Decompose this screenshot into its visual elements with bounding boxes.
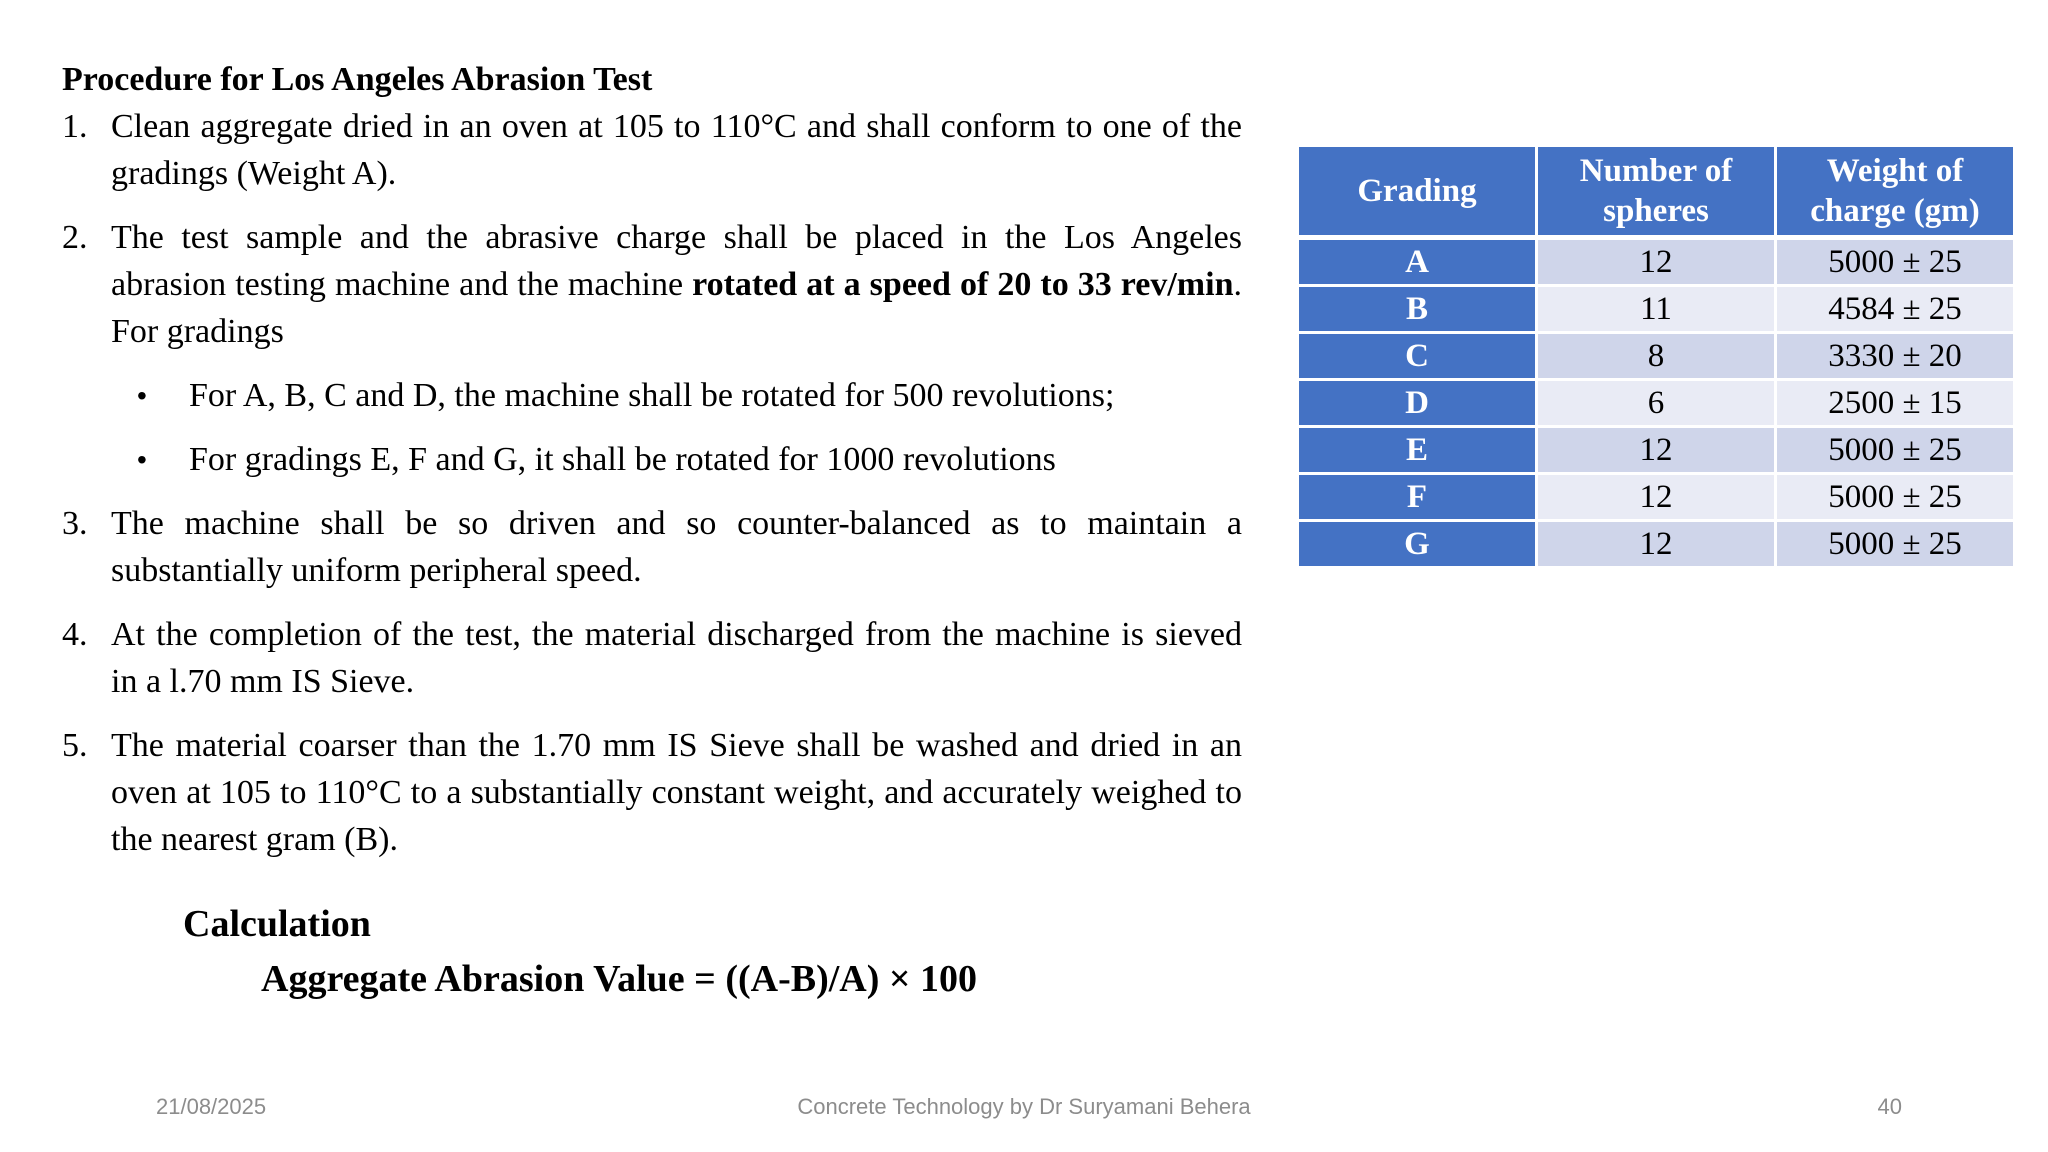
step-2-bullets <box>111 372 1242 483</box>
cell-spheres: 12 <box>1537 521 1776 568</box>
table-header-row <box>1298 146 2015 238</box>
step-number: 1. <box>62 108 88 145</box>
procedure-section <box>62 56 1242 880</box>
cell-weight: 5000 ± 25 <box>1776 474 2015 521</box>
cell-spheres: 6 <box>1537 380 1776 427</box>
cell-spheres: 12 <box>1537 474 1776 521</box>
cell-weight: 5000 ± 25 <box>1776 427 2015 474</box>
cell-grading: D <box>1298 380 1537 427</box>
header-number-of-spheres: Number of spheres <box>1537 146 1776 238</box>
cell-grading: E <box>1298 427 1537 474</box>
step-text-after: . For gradings <box>111 266 1242 350</box>
step-text-bold: rotated at a speed of 20 to 33 rev/min <box>692 266 1234 303</box>
step-text: Clean aggregate dried in an oven at 105 to 110°C and shall conform to one of the gradings (Weight A). <box>111 108 1242 192</box>
cell-spheres: 8 <box>1537 333 1776 380</box>
cell-weight: 5000 ± 25 <box>1776 521 2015 568</box>
calculation-heading: Calculation <box>183 903 371 945</box>
step-number: 5. <box>62 727 88 764</box>
cell-spheres: 12 <box>1537 238 1776 286</box>
step-4 <box>62 611 1242 705</box>
cell-spheres: 12 <box>1537 427 1776 474</box>
cell-weight: 3330 ± 20 <box>1776 333 2015 380</box>
calculation-formula: Aggregate Abrasion Value = ((A-B)/A) × 100 <box>261 958 978 1000</box>
table-row <box>1298 474 2015 521</box>
table-row <box>1298 238 2015 286</box>
grading-table <box>1296 144 2016 569</box>
step-2 <box>62 214 1242 483</box>
cell-grading: C <box>1298 333 1537 380</box>
header-grading: Grading <box>1298 146 1537 238</box>
table-row <box>1298 333 2015 380</box>
header-weight-of-charge: Weight of charge (gm) <box>1776 146 2015 238</box>
bullet-text: For gradings E, F and G, it shall be rotated for 1000 revolutions <box>189 441 1056 478</box>
cell-spheres: 11 <box>1537 286 1776 333</box>
bullet-icon: • <box>137 444 147 475</box>
table-row <box>1298 286 2015 333</box>
step-text: The material coarser than the 1.70 mm IS Sieve shall be washed and dried in an oven at 105 to 110°C to a substantially constant weight, and accurately weighed to the nearest gram (B). <box>111 727 1242 858</box>
table-row <box>1298 521 2015 568</box>
bullet-icon: • <box>137 380 147 411</box>
bullet-text: For A, B, C and D, the machine shall be rotated for 500 revolutions; <box>189 377 1115 414</box>
table-row <box>1298 380 2015 427</box>
step-1 <box>62 103 1242 197</box>
bullet-item <box>111 436 1242 483</box>
bullet-item <box>111 372 1242 419</box>
cell-weight: 5000 ± 25 <box>1776 238 2015 286</box>
step-text: The machine shall be so driven and so counter-balanced as to maintain a substantially uniform peripheral speed. <box>111 505 1242 589</box>
step-5 <box>62 722 1242 863</box>
cell-weight: 2500 ± 15 <box>1776 380 2015 427</box>
footer-page-number: 40 <box>1877 1094 1902 1119</box>
procedure-heading: Procedure for Los Angeles Abrasion Test <box>62 61 653 98</box>
cell-grading: B <box>1298 286 1537 333</box>
procedure-steps <box>62 103 1242 863</box>
cell-grading: F <box>1298 474 1537 521</box>
step-number: 2. <box>62 219 88 256</box>
step-3 <box>62 500 1242 594</box>
footer-date: 21/08/2025 <box>156 1094 267 1119</box>
cell-weight: 4584 ± 25 <box>1776 286 2015 333</box>
cell-grading: G <box>1298 521 1537 568</box>
table-row <box>1298 427 2015 474</box>
step-number: 3. <box>62 505 88 542</box>
step-number: 4. <box>62 616 88 653</box>
step-text: At the completion of the test, the material discharged from the machine is sieved in a l.70 mm IS Sieve. <box>111 616 1242 700</box>
cell-grading: A <box>1298 238 1537 286</box>
footer-title: Concrete Technology by Dr Suryamani Behera <box>797 1094 1251 1119</box>
step-text: The test sample and the abrasive charge shall be placed in the Los Angeles abrasion testing machine and the machine <box>111 219 1242 303</box>
